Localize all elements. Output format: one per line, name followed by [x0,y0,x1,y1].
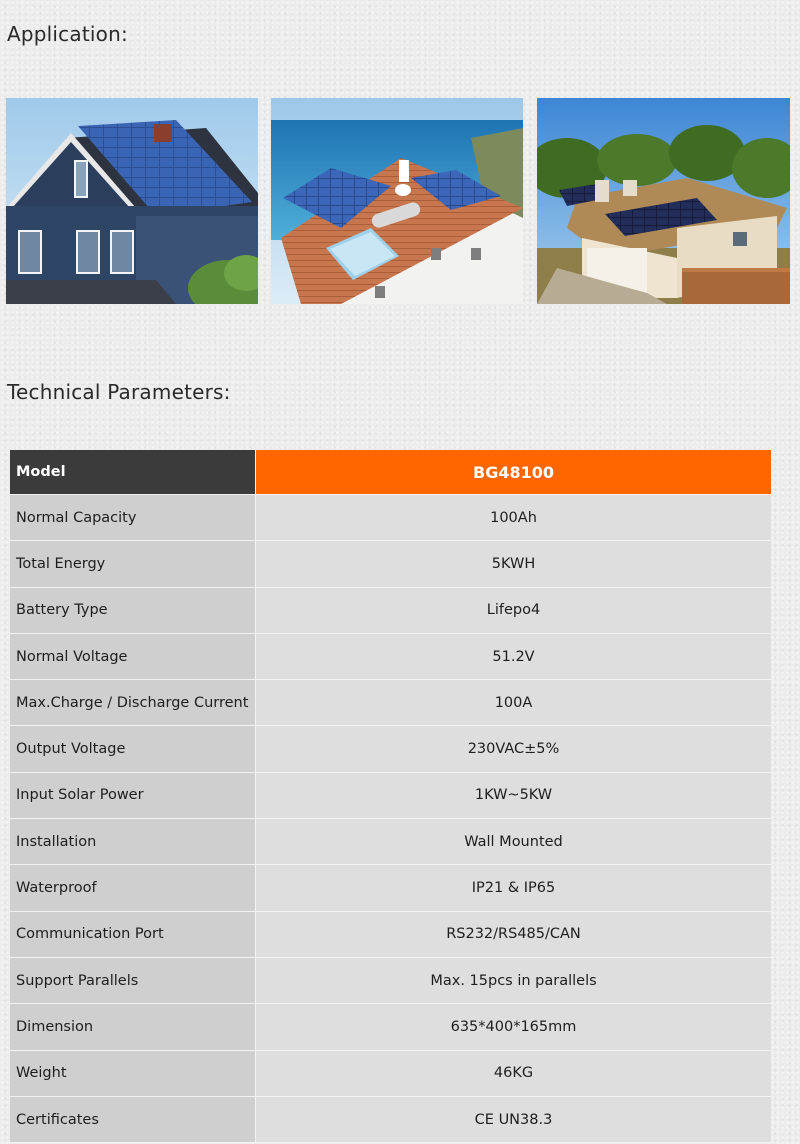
row-label: Waterproof [10,865,256,910]
row-label: Normal Voltage [10,634,256,679]
row-value: Lifepo4 [256,588,771,633]
table-row [10,1004,771,1050]
header-label-cell: Model [10,450,256,494]
row-label: Dimension [10,1004,256,1049]
row-value: 635*400*165mm [256,1004,771,1049]
table-row [10,912,771,958]
table-header-row [10,450,771,495]
row-label: Battery Type [10,588,256,633]
table-row [10,634,771,680]
table-row [10,773,771,819]
row-label: Input Solar Power [10,773,256,818]
table-row [10,1097,771,1143]
spec-table [10,450,771,1143]
row-label: Normal Capacity [10,495,256,540]
table-row [10,958,771,1004]
row-label: Total Energy [10,541,256,586]
row-label: Output Voltage [10,726,256,771]
table-row [10,495,771,541]
table-row [10,1051,771,1097]
table-row [10,726,771,772]
suburban-house-solar-photo [537,98,790,304]
table-row [10,819,771,865]
application-heading: Application: [7,22,128,46]
row-value: 1KW~5KW [256,773,771,818]
seaside-house-solar-photo [271,98,523,304]
row-label: Certificates [10,1097,256,1142]
technical-parameters-heading: Technical Parameters: [7,380,231,404]
row-label: Support Parallels [10,958,256,1003]
header-value-cell: BG48100 [256,450,771,494]
row-label: Communication Port [10,912,256,957]
row-value: CE UN38.3 [256,1097,771,1142]
house-solar-roof-photo [6,98,258,304]
row-value: 5KWH [256,541,771,586]
row-label: Max.Charge / Discharge Current [10,680,256,725]
row-label: Weight [10,1051,256,1096]
row-value: 100A [256,680,771,725]
row-value: 230VAC±5% [256,726,771,771]
table-row [10,865,771,911]
row-value: 100Ah [256,495,771,540]
row-label: Installation [10,819,256,864]
row-value: Wall Mounted [256,819,771,864]
row-value: 46KG [256,1051,771,1096]
table-row [10,541,771,587]
row-value: Max. 15pcs in parallels [256,958,771,1003]
row-value: RS232/RS485/CAN [256,912,771,957]
row-value: 51.2V [256,634,771,679]
table-row [10,680,771,726]
table-row [10,588,771,634]
row-value: IP21 & IP65 [256,865,771,910]
